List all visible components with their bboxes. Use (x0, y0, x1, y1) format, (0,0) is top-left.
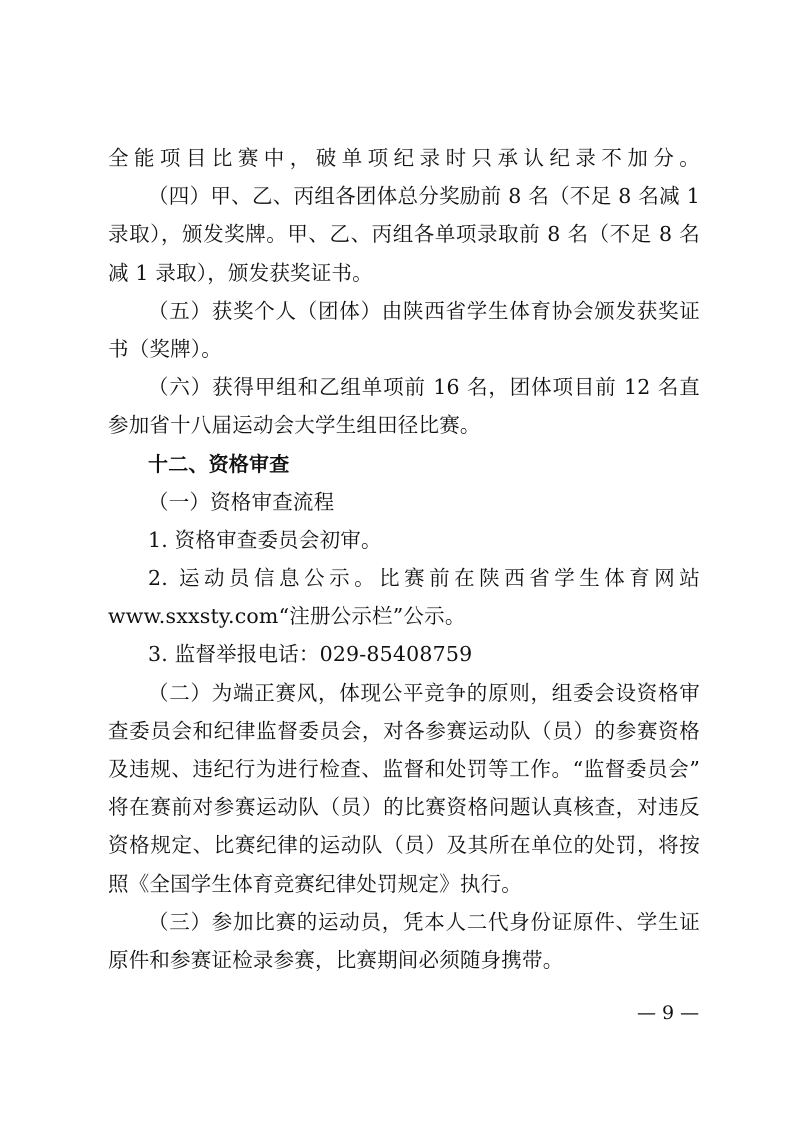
paragraph-line: 书（奖牌）。 (108, 336, 222, 361)
subsection-heading: （一）资格审查流程 (148, 489, 335, 514)
paragraph-line: 查委员会和纪律监督委员会，对各参赛运动队（员）的参赛资格 (108, 718, 700, 743)
paragraph-line: 参加省十八届运动会大学生组田径比赛。 (108, 413, 481, 438)
list-item: 2. 运动员信息公示。比赛前在陕西省学生体育网站 (148, 566, 700, 591)
paragraph-line: 减 1 录取），颁发获奖证书。 (108, 260, 373, 285)
paragraph-line: 将在赛前对参赛运动队（员）的比赛资格问题认真核查，对违反 (108, 795, 700, 820)
paragraph-line: 及违规、违纪行为进行检查、监督和处罚等工作。“监督委员会” (108, 757, 700, 781)
paragraph-line: 原件和参赛证检录参赛，比赛期间必须随身携带。 (108, 947, 564, 972)
paragraph-line: www.sxxsty.com“注册公示栏”公示。 (108, 604, 466, 629)
section-heading: 十二、资格审查 (148, 451, 290, 476)
paragraph-line: （六）获得甲组和乙组单项前 16 名，团体项目前 12 名直 (148, 375, 700, 400)
paragraph-line: 资格规定、比赛纪律的运动队（员）及其所在单位的处罚，将按 (108, 833, 700, 858)
list-item: 1. 资格审查委员会初审。 (148, 527, 382, 552)
page-number: — 9 — (637, 1002, 700, 1024)
paragraph-line: 照《全国学生体育竞赛纪律处罚规定》执行。 (108, 871, 522, 896)
list-item: 3. 监督举报电话：029-85408759 (148, 642, 473, 667)
paragraph-line: （二）为端正赛风，体现公平竞争的原则，组委会设资格审 (148, 680, 700, 705)
paragraph-line: （三）参加比赛的运动员，凭本人二代身份证原件、学生证 (148, 909, 700, 934)
paragraph-line: 全能项目比赛中，破单项纪录时只承认纪录不加分。 (108, 146, 700, 170)
document-body (108, 139, 700, 979)
paragraph-line: （四）甲、乙、丙组各团体总分奖励前 8 名（不足 8 名减 1 (148, 184, 700, 209)
paragraph-line: 录取），颁发奖牌。甲、乙、丙组各单项录取前 8 名（不足 8 名 (108, 222, 700, 247)
paragraph-line: （五）获奖个人（团体）由陕西省学生体育协会颁发获奖证 (148, 298, 700, 323)
